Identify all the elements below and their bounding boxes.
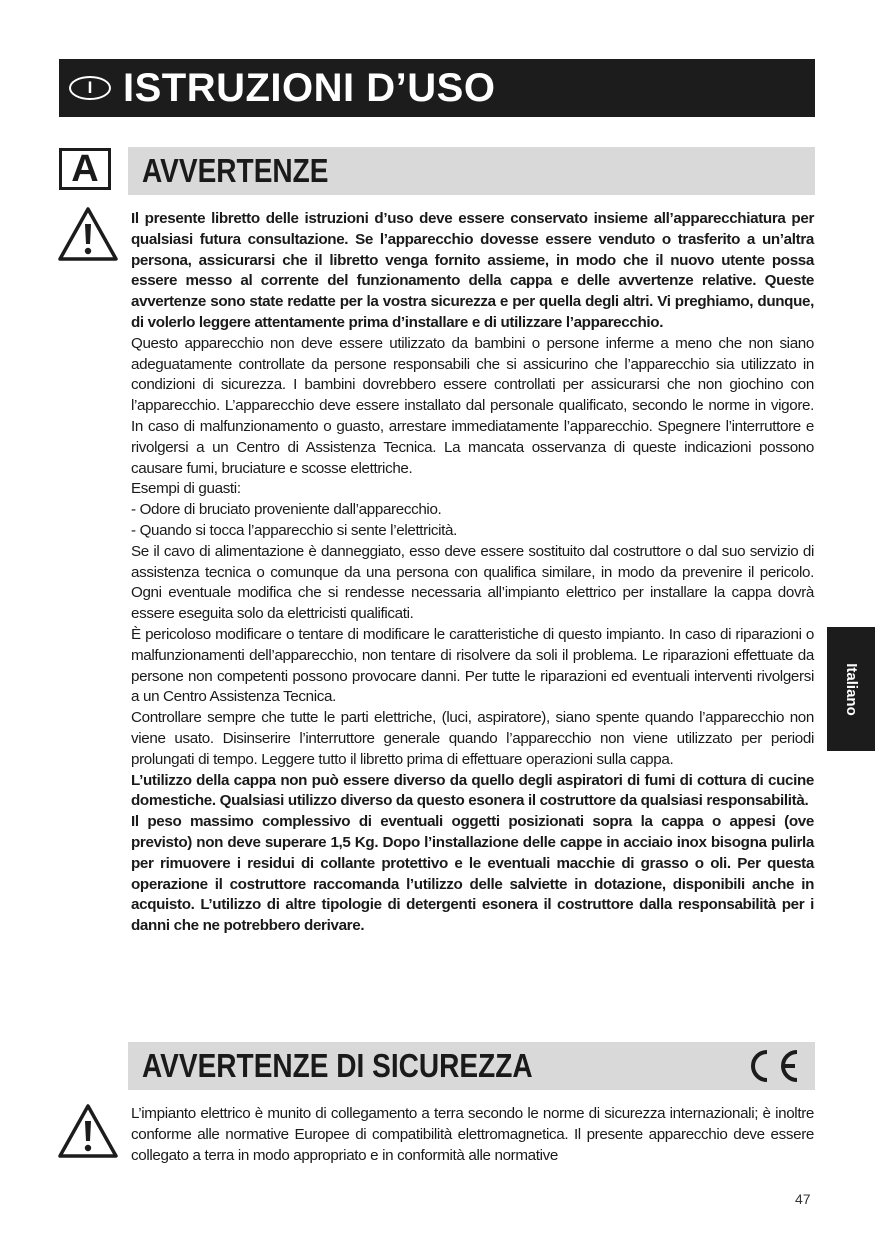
warning-triangle-icon bbox=[57, 206, 119, 262]
paragraph: Il peso massimo complessivo di eventuali oggetti posizionati sopra la cappa o appesi (ove previsto) non deve superare 1,5 Kg. Dopo l’installazione delle cappe in acciaio inox bisogna pulirla per rimuovere i residui di collante protettivo e le eventuali macchie di grasso o oli. Per questa operazione il costruttore raccomanda l’utilizzo delle salviette in dotazione, disponibili anche in acquisto. L’utilizzo di altre tipologie di detergenti esonera il costruttore dalla responsabilità per i danni che ne potrebbero derivare. bbox=[131, 813, 814, 935]
section-heading-text: AVVERTENZE DI SICUREZZA bbox=[142, 1047, 533, 1084]
language-side-tab bbox=[827, 627, 875, 751]
section-heading-text: AVVERTENZE bbox=[142, 152, 329, 189]
paragraph: Il presente libretto delle istruzioni d’uso deve essere conservato insieme all’apparecchiatura per qualsiasi futura consultazione. Se l’apparecchio dovesse essere venduto o trasferito a un’altra persona, assicurarsi che il libretto venga fornito assieme, in modo che il nuovo utente possa essere messo al corrente del funzionamento della cappa e delle avvertenze relative. Queste avvertenze sono state redatte per la vostra sicurezza e per quella degli altri. Vi preghiamo, dunque, di volerlo leggere attentamente prima d’installare e di utilizzare l’apparecchio. bbox=[131, 210, 814, 331]
paragraph: Se il cavo di alimentazione è danneggiato, esso deve essere sostituito dal costruttore o dal suo servizio di assistenza tecnica o comunque da una persona con qualifica similare, in modo da prevenire il pericolo. Ogni eventuale modifica che si rendesse necessaria all’impianto elettrico per installare la cappa dovrà essere eseguita solo da elettricisti qualificati. bbox=[131, 542, 814, 623]
safety-body bbox=[131, 1104, 814, 1166]
paragraph: - Odore di bruciato proveniente dall’apparecchio. bbox=[131, 501, 442, 519]
page-number: 47 bbox=[795, 1191, 811, 1207]
page-title-bar bbox=[59, 59, 815, 117]
language-side-tab-label: Italiano bbox=[842, 662, 860, 716]
warning-triangle-icon bbox=[57, 1103, 119, 1159]
section-heading-safety bbox=[128, 1042, 815, 1090]
warnings-body bbox=[131, 209, 814, 937]
page-title: ISTRUZIONI D’USO bbox=[123, 65, 496, 110]
section-letter-box: A bbox=[59, 148, 111, 190]
section-heading-warnings bbox=[128, 147, 815, 195]
paragraph: Esempi di guasti: bbox=[131, 480, 241, 498]
ce-mark-icon bbox=[743, 1048, 803, 1084]
paragraph: L’utilizzo della cappa non può essere diverso da quello degli aspiratori di fumi di cottura di cucine domestiche. Qualsiasi utilizzo diverso da questo esonera il costruttore da qualsiasi responsabilità. bbox=[131, 771, 814, 810]
paragraph: - Quando si tocca l’apparecchio si sente l’elettricità. bbox=[131, 521, 458, 539]
paragraph: È pericoloso modificare o tentare di modificare le caratteristiche di questo impianto. In caso di riparazioni o malfunzionamenti dell’apparecchio, non tentare di risolvere da soli il problema. Le riparazioni effettuate da persone non competenti possono provocare danni. Per tutte le riparazioni ed eventuali interventi rivolgersi a un Centro Assistenza Tecnica. bbox=[131, 625, 814, 706]
paragraph: Controllare sempre che tutte le parti elettriche, (luci, aspiratore), siano spente quando l’apparecchio non viene usato. Disinserire l’interruttore generale quando l’apparecchio non viene utilizzato per periodi prolungati di tempo. Leggere tutto il libretto prima di effettuare operazioni sulla cappa. bbox=[131, 709, 814, 768]
paragraph: L’impianto elettrico è munito di collegamento a terra secondo le norme di sicurezza internazionali; è inoltre conforme alle normative Europee di compatibilità elettromagnetica. Il presente apparecchio deve essere collegato a terra in modo appropriato e in conformità alle normative bbox=[131, 1105, 814, 1164]
language-badge: I bbox=[69, 76, 111, 100]
paragraph: Questo apparecchio non deve essere utilizzato da bambini o persone inferme a meno che non siano adeguatamente controllate da persone responsabili che si assicurino che l’apparecchio sia utilizzato in condizioni di sicurezza. I bambini dovrebbero essere controllati per assicurarsi che non giochino con l’apparecchio. L’apparecchio deve essere installato dal personale qualificato, secondo le norme in vigore. In caso di malfunzionamento o guasto, arrestare immediatamente l’apparecchio. Spegnere l’interruttore e rivolgersi a un Centro di Assistenza Tecnica. La mancata osservanza di queste indicazioni possono causare fumi, bruciature e scosse elettriche. bbox=[131, 334, 814, 477]
